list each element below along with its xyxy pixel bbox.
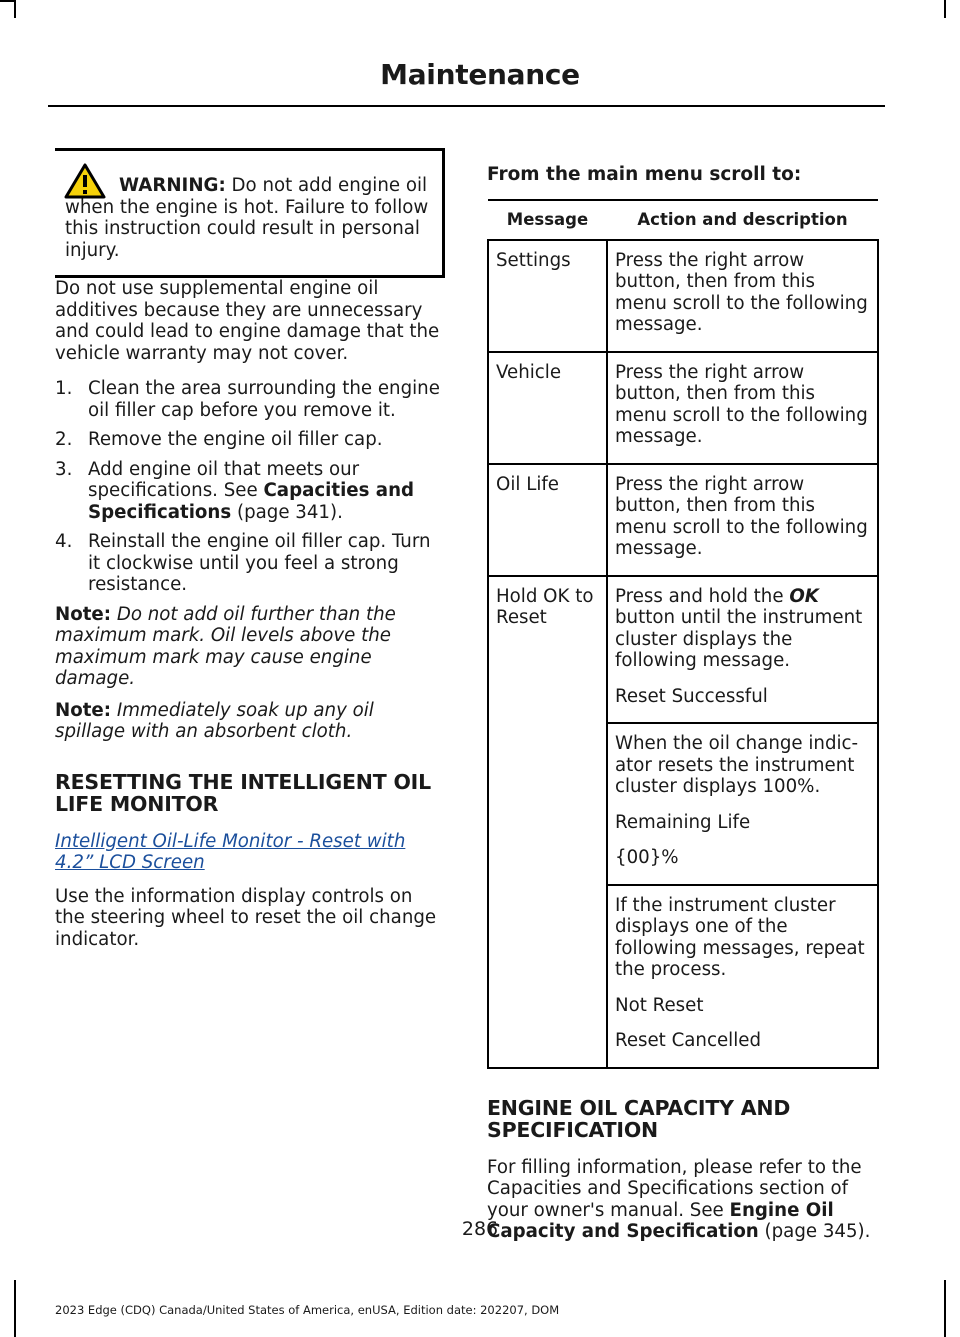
step-number: 4. [55,531,73,552]
step-text: Add engine oil that meets our specifications. See [88,458,360,501]
action-cell [607,576,878,724]
step-text: Remove the engine oil filler cap. [88,429,383,450]
note-text: Immediately soak up any oil spillage with an absorbent cloth. [55,699,374,742]
note-max-mark [55,604,447,690]
cross-reference-link[interactable]: Engine Oil Capacity and Specification [487,1199,834,1242]
step-text: Clean the area surrounding the engine oil filler cap before you remove it. [88,378,440,421]
display-message: {00}% [615,847,679,868]
table-caption: From the main menu scroll to: [487,164,802,185]
step-number: 1. [55,378,73,399]
page-reference: (page 341). [231,501,343,523]
display-message: Reset Cancelled [615,1030,761,1051]
table-row [488,240,878,352]
footer-text: 2023 Edge (CDQ) Canada/United States of America, enUSA, Edition date: 202207, DOM [55,1303,560,1317]
crop-mark [14,0,16,18]
action-cell [607,723,878,885]
step-text: Reinstall the engine oil filler cap. Turn it clockwise until you feel a strong resistance. [88,531,431,595]
crop-mark [944,1280,946,1337]
note-spillage [55,700,447,743]
note-label: Note: [55,699,112,721]
action-cell [607,885,878,1068]
crop-mark [0,0,14,2]
paragraph-text: For filling information, please refer to the Capacities and Specifications section of your owner's manual. See [487,1156,862,1221]
table-row [488,352,878,464]
additives-paragraph: Do not use supplemental engine oil additives because they are unnecessary and could lead to engine damage that the vehicle warranty may not cover. [55,278,440,364]
header-divider [48,105,885,107]
list-item [55,378,447,421]
action-text: When the oil change indic-ator resets the instrument cluster displays 100%. [615,733,859,797]
page-number: 286 [461,1218,499,1240]
message-cell: Settings [488,240,607,352]
display-message: Reset Successful [615,685,768,707]
column-header: Message [488,200,607,240]
warning-triangle-icon [63,162,107,206]
list-item [55,531,447,596]
warning-label: WARNING: [119,175,226,196]
note-text: Do not add oil further than the maximum mark. Oil levels above the maximum mark may cause engine damage. [55,603,396,689]
oil-life-reset-link[interactable]: Intelligent Oil-Life Monitor - Reset with 4.2” LCD Screen [55,830,406,873]
display-message: Remaining Life [615,811,751,833]
section-heading: RESETTING THE INTELLIGENT OIL LIFE MONITOR [55,769,431,816]
display-message: Not Reset [615,994,704,1016]
page-title: Maintenance [380,58,580,91]
steps-list [55,378,447,596]
message-cell: Vehicle [488,352,607,464]
action-cell: Press the right arrow button, then from this menu scroll to the following message. [607,240,878,352]
left-column [55,148,447,950]
controls-paragraph: Use the information display controls on the steering wheel to reset the oil change indicator. [55,885,437,950]
menu-table [487,199,879,1069]
action-text [615,586,871,672]
crop-mark [944,0,946,18]
action-text-part: button until the instrument cluster displays the following message. [615,607,863,671]
action-text: If the instrument cluster displays one of the following messages, repeat the process. [615,894,865,980]
message-cell: Oil Life [488,464,607,576]
list-item [55,429,447,451]
ok-key-label: OK [789,585,819,607]
action-cell: Press the right arrow button, then from this menu scroll to the following message. [607,464,878,576]
table-row [488,576,878,724]
action-cell: Press the right arrow button, then from this menu scroll to the following message. [607,352,878,464]
warning-box [55,148,445,278]
crop-mark [14,1280,16,1337]
table-row [488,464,878,576]
page-reference: (page 345). [758,1221,871,1242]
column-header: Action and description [607,200,878,240]
list-item [55,459,447,524]
section-heading: ENGINE OIL CAPACITY AND SPECIFICATION [487,1095,791,1142]
right-column [487,164,879,1243]
step-number: 2. [55,429,73,450]
message-cell: Hold OK to Reset [488,576,607,1068]
note-label: Note: [55,603,112,625]
warning-text: Do not add engine oil when the engine is hot. Failure to follow this instruction could result in personal injury. [65,175,429,261]
cross-reference-link[interactable]: Capacities and Specifications [88,480,415,523]
action-text-part: Press and hold the [615,585,790,607]
table-header-row [488,200,878,240]
step-number: 3. [55,458,73,480]
